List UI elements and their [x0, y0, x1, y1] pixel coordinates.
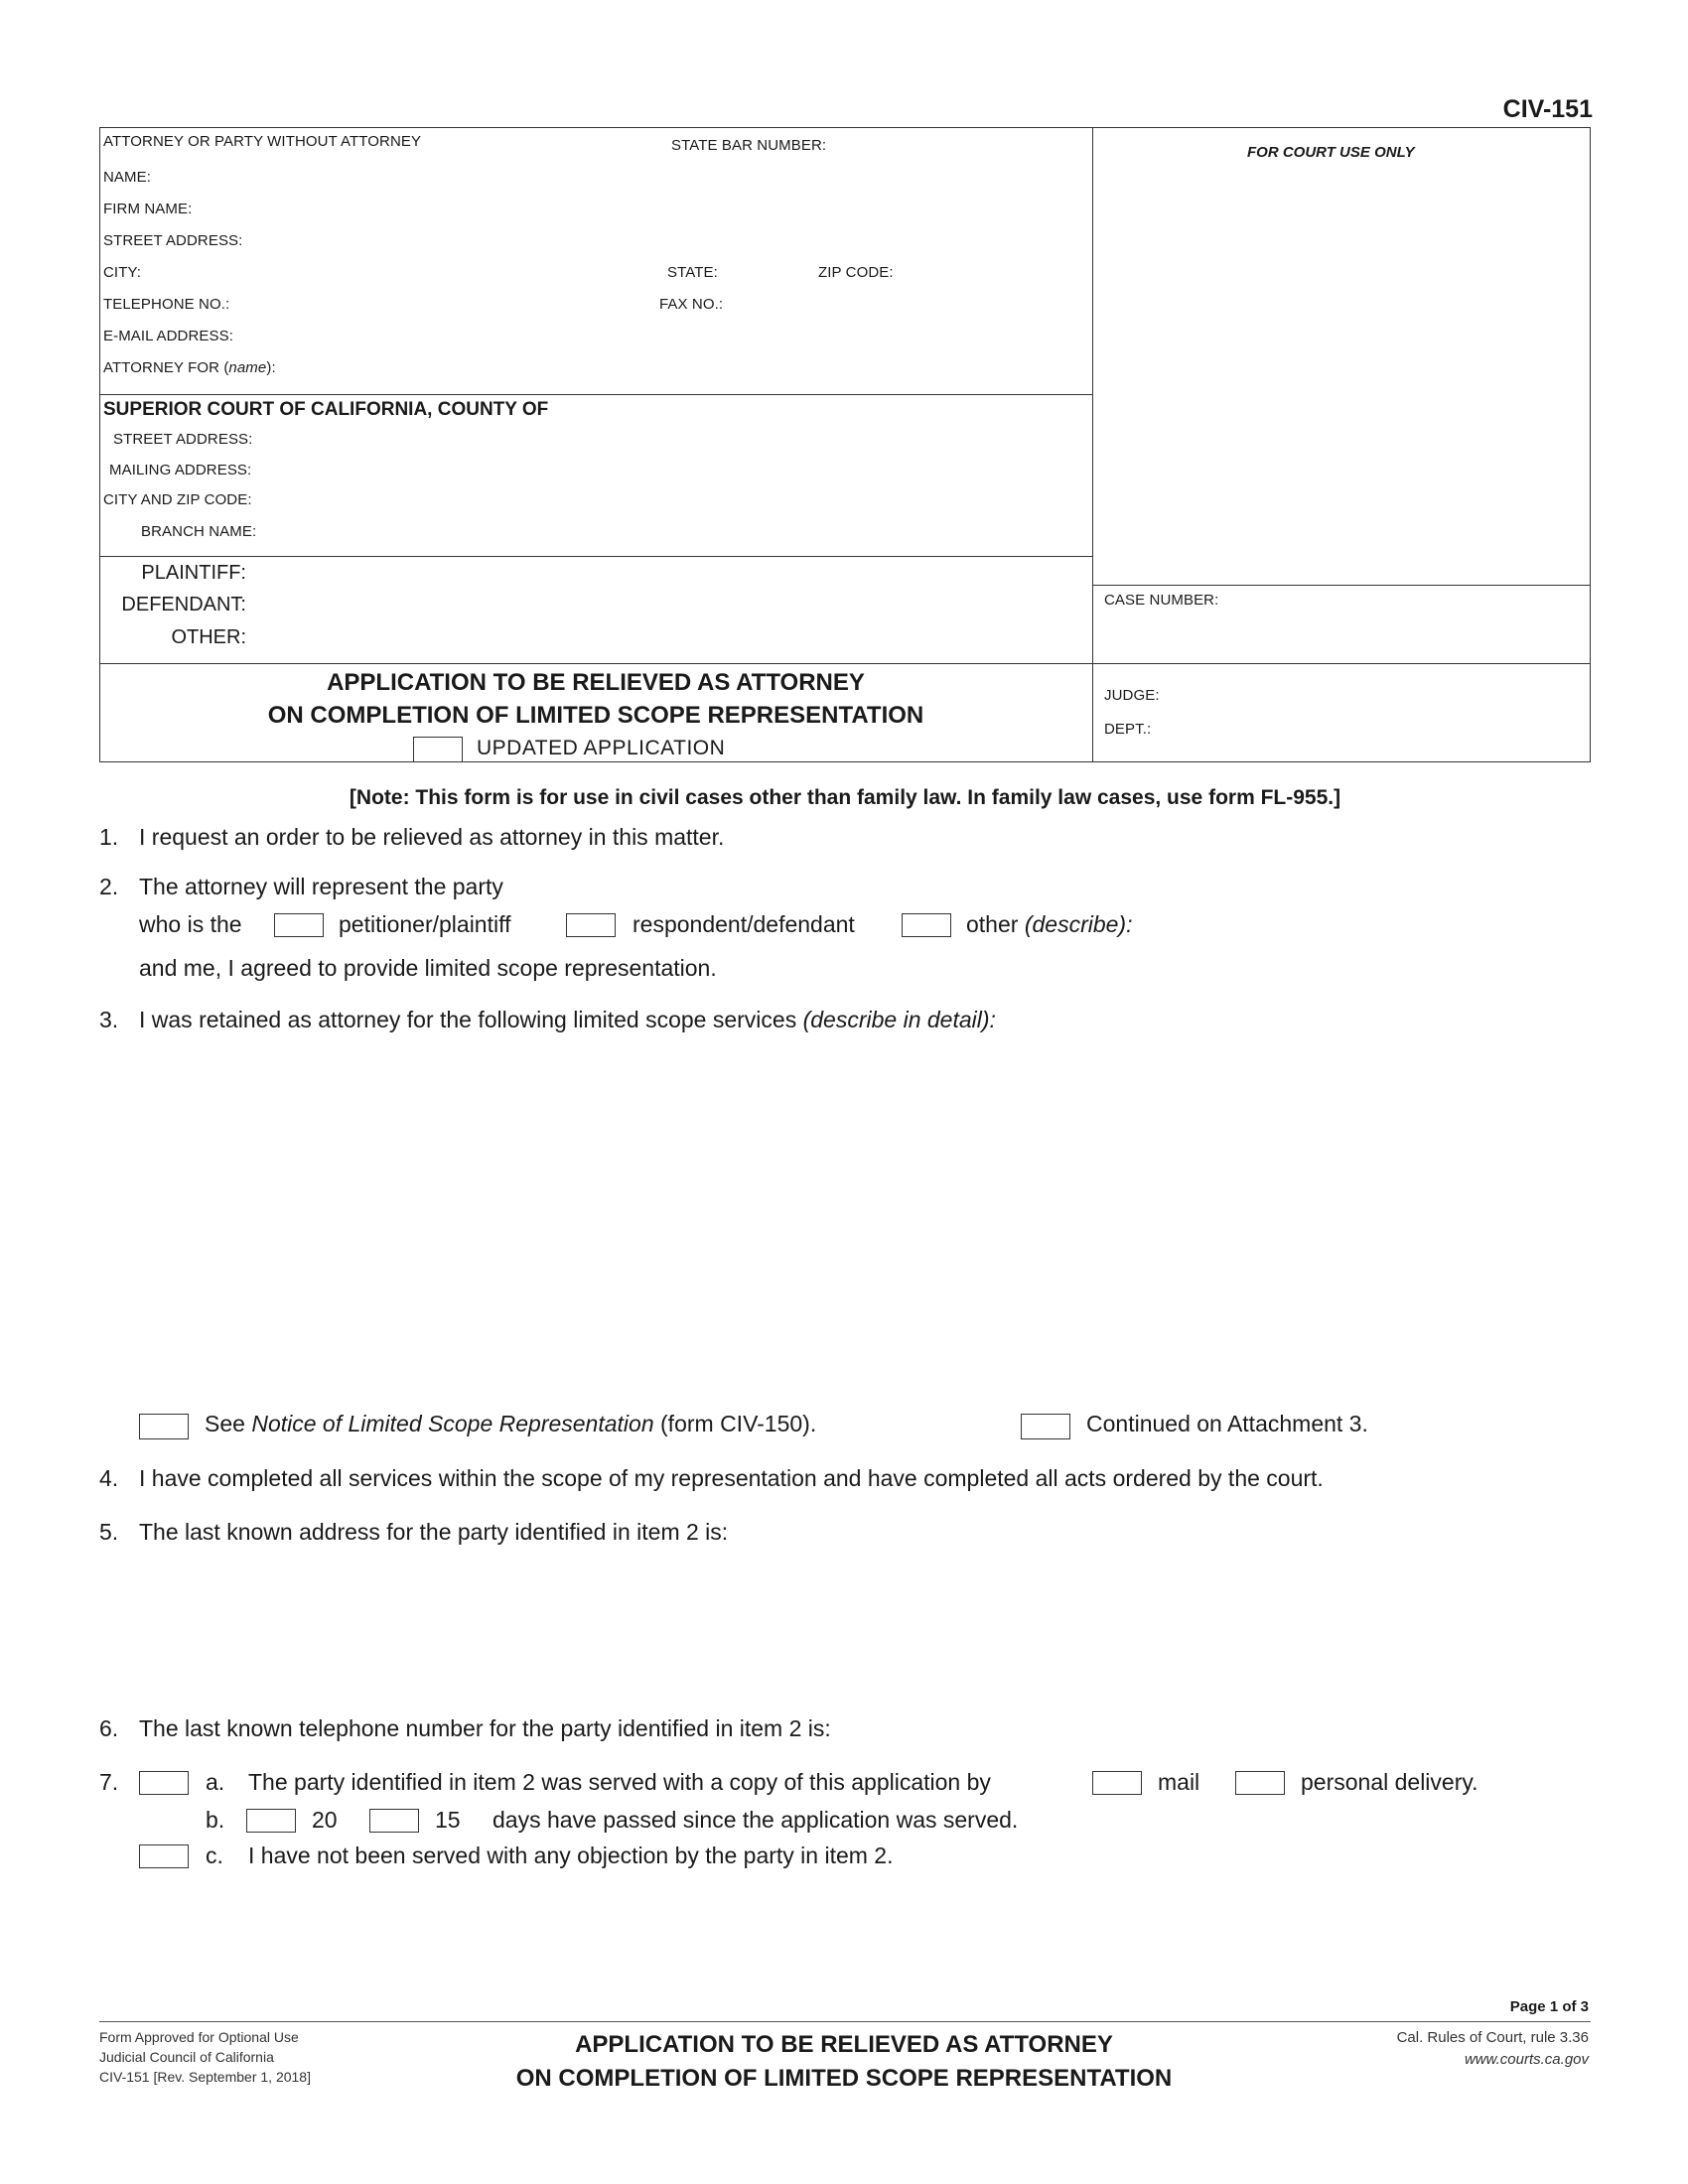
twenty-days-checkbox[interactable] — [246, 1809, 296, 1833]
attorney-for-label: ATTORNEY FOR (name): — [103, 359, 276, 376]
street-label: STREET ADDRESS: — [103, 232, 243, 249]
firm-label: FIRM NAME: — [103, 201, 193, 217]
item2-number: 2. — [99, 874, 119, 899]
item6-number: 6. — [99, 1715, 119, 1741]
divider-title — [99, 663, 1591, 664]
item7a-checkbox[interactable] — [139, 1771, 189, 1795]
petitioner-plaintiff-checkbox[interactable] — [274, 913, 324, 937]
petitioner-plaintiff-label: petitioner/plaintiff — [339, 911, 511, 937]
footer-title-line1: APPLICATION TO BE RELIEVED AS ATTORNEY — [575, 2031, 1113, 2058]
item5-number: 5. — [99, 1519, 119, 1545]
footer-revision: CIV-151 [Rev. September 1, 2018] — [99, 2069, 311, 2085]
respondent-defendant-checkbox[interactable] — [566, 913, 616, 937]
form-title-line2: ON COMPLETION OF LIMITED SCOPE REPRESENTATION — [267, 702, 924, 729]
page-number: Page 1 of 3 — [1509, 1998, 1589, 2015]
telephone-label: TELEPHONE NO.: — [103, 296, 230, 313]
dept-label: DEPT.: — [1104, 721, 1152, 738]
plaintiff-label: PLAINTIFF: — [141, 562, 246, 584]
item3-text: I was retained as attorney for the following limited scope services (describe in detail): — [139, 1007, 996, 1032]
email-label: E-MAIL ADDRESS: — [103, 328, 233, 344]
updated-application-checkbox[interactable] — [413, 737, 463, 762]
item7c-text: I have not been served with any objection by the party in item 2. — [248, 1843, 894, 1868]
court-street-label: STREET ADDRESS: — [113, 431, 253, 448]
item7c-checkbox[interactable] — [139, 1844, 189, 1868]
caption-box — [99, 127, 1591, 762]
attorney-heading: ATTORNEY OR PARTY WITHOUT ATTORNEY — [103, 133, 422, 150]
zip-label: ZIP CODE: — [818, 264, 894, 281]
name-label: NAME: — [103, 169, 152, 186]
footer-website[interactable]: www.courts.ca.gov — [1464, 2051, 1589, 2068]
form-note: [Note: This form is for use in civil cases other than family law. In family law cases, use form FL-955.] — [349, 786, 1341, 809]
defendant-label: DEFENDANT: — [121, 594, 246, 615]
footer-council: Judicial Council of California — [99, 2049, 274, 2065]
court-mailing-label: MAILING ADDRESS: — [109, 462, 252, 478]
other-party-label: other (describe): — [966, 911, 1133, 937]
judge-label: JUDGE: — [1104, 687, 1160, 704]
twenty-days-label: 20 — [312, 1807, 338, 1833]
other-party-checkbox[interactable] — [902, 913, 951, 937]
item2-line3: and me, I agreed to provide limited scope representation. — [139, 955, 717, 981]
personal-delivery-checkbox[interactable] — [1235, 1771, 1285, 1795]
item6-text: The last known telephone number for the party identified in item 2 is: — [139, 1715, 831, 1741]
updated-application-label: UPDATED APPLICATION — [477, 737, 726, 759]
item7-number: 7. — [99, 1769, 119, 1795]
form-code: CIV-151 — [1502, 95, 1593, 123]
mail-label: mail — [1158, 1769, 1200, 1795]
item7a-text: The party identified in item 2 was served with a copy of this application by — [248, 1769, 991, 1795]
court-city-zip-label: CITY AND ZIP CODE: — [103, 491, 252, 508]
item7b-text: days have passed since the application was served. — [492, 1807, 1019, 1833]
court-heading: SUPERIOR COURT OF CALIFORNIA, COUNTY OF — [103, 399, 549, 420]
item4-text: I have completed all services within the scope of my representation and have completed all acts ordered by the court. — [139, 1465, 1324, 1491]
footer-rules-of-court: Cal. Rules of Court, rule 3.36 — [1396, 2029, 1589, 2046]
court-use-only: FOR COURT USE ONLY — [1247, 144, 1415, 161]
state-label: STATE: — [667, 264, 718, 281]
item7a-label: a. — [206, 1769, 225, 1795]
city-label: CITY: — [103, 264, 142, 281]
divider-court — [99, 394, 1092, 395]
item7b-label: b. — [206, 1807, 225, 1833]
item3-number: 3. — [99, 1007, 119, 1032]
footer-approved: Form Approved for Optional Use — [99, 2029, 299, 2045]
item2-line1: The attorney will represent the party — [139, 874, 503, 899]
divider-case-number — [1092, 585, 1591, 586]
see-notice-checkbox[interactable] — [139, 1414, 189, 1439]
item1-number: 1. — [99, 824, 119, 850]
item7c-label: c. — [206, 1843, 223, 1868]
divider-court-column — [1092, 127, 1093, 762]
item1-text: I request an order to be relieved as attorney in this matter. — [139, 824, 725, 850]
item2-who-is: who is the — [139, 911, 242, 937]
court-branch-label: BRANCH NAME: — [141, 523, 257, 540]
see-notice-label: See Notice of Limited Scope Representation (form CIV-150). — [205, 1411, 817, 1436]
other-label: OTHER: — [171, 626, 246, 648]
divider-parties — [99, 556, 1092, 557]
case-number-label: CASE NUMBER: — [1104, 592, 1219, 609]
continued-attachment-label: Continued on Attachment 3. — [1086, 1411, 1368, 1436]
continued-attachment-checkbox[interactable] — [1021, 1414, 1070, 1439]
respondent-defendant-label: respondent/defendant — [633, 911, 855, 937]
state-bar-label: STATE BAR NUMBER: — [671, 137, 827, 154]
footer-title-line2: ON COMPLETION OF LIMITED SCOPE REPRESENTATION — [515, 2065, 1173, 2092]
item4-number: 4. — [99, 1465, 119, 1491]
personal-delivery-label: personal delivery. — [1301, 1769, 1478, 1795]
mail-checkbox[interactable] — [1092, 1771, 1142, 1795]
form-title-line1: APPLICATION TO BE RELIEVED AS ATTORNEY — [327, 669, 865, 696]
fifteen-days-checkbox[interactable] — [369, 1809, 419, 1833]
fifteen-days-label: 15 — [435, 1807, 461, 1833]
footer-rule — [99, 2021, 1591, 2022]
fax-label: FAX NO.: — [659, 296, 724, 313]
item5-text: The last known address for the party identified in item 2 is: — [139, 1519, 729, 1545]
